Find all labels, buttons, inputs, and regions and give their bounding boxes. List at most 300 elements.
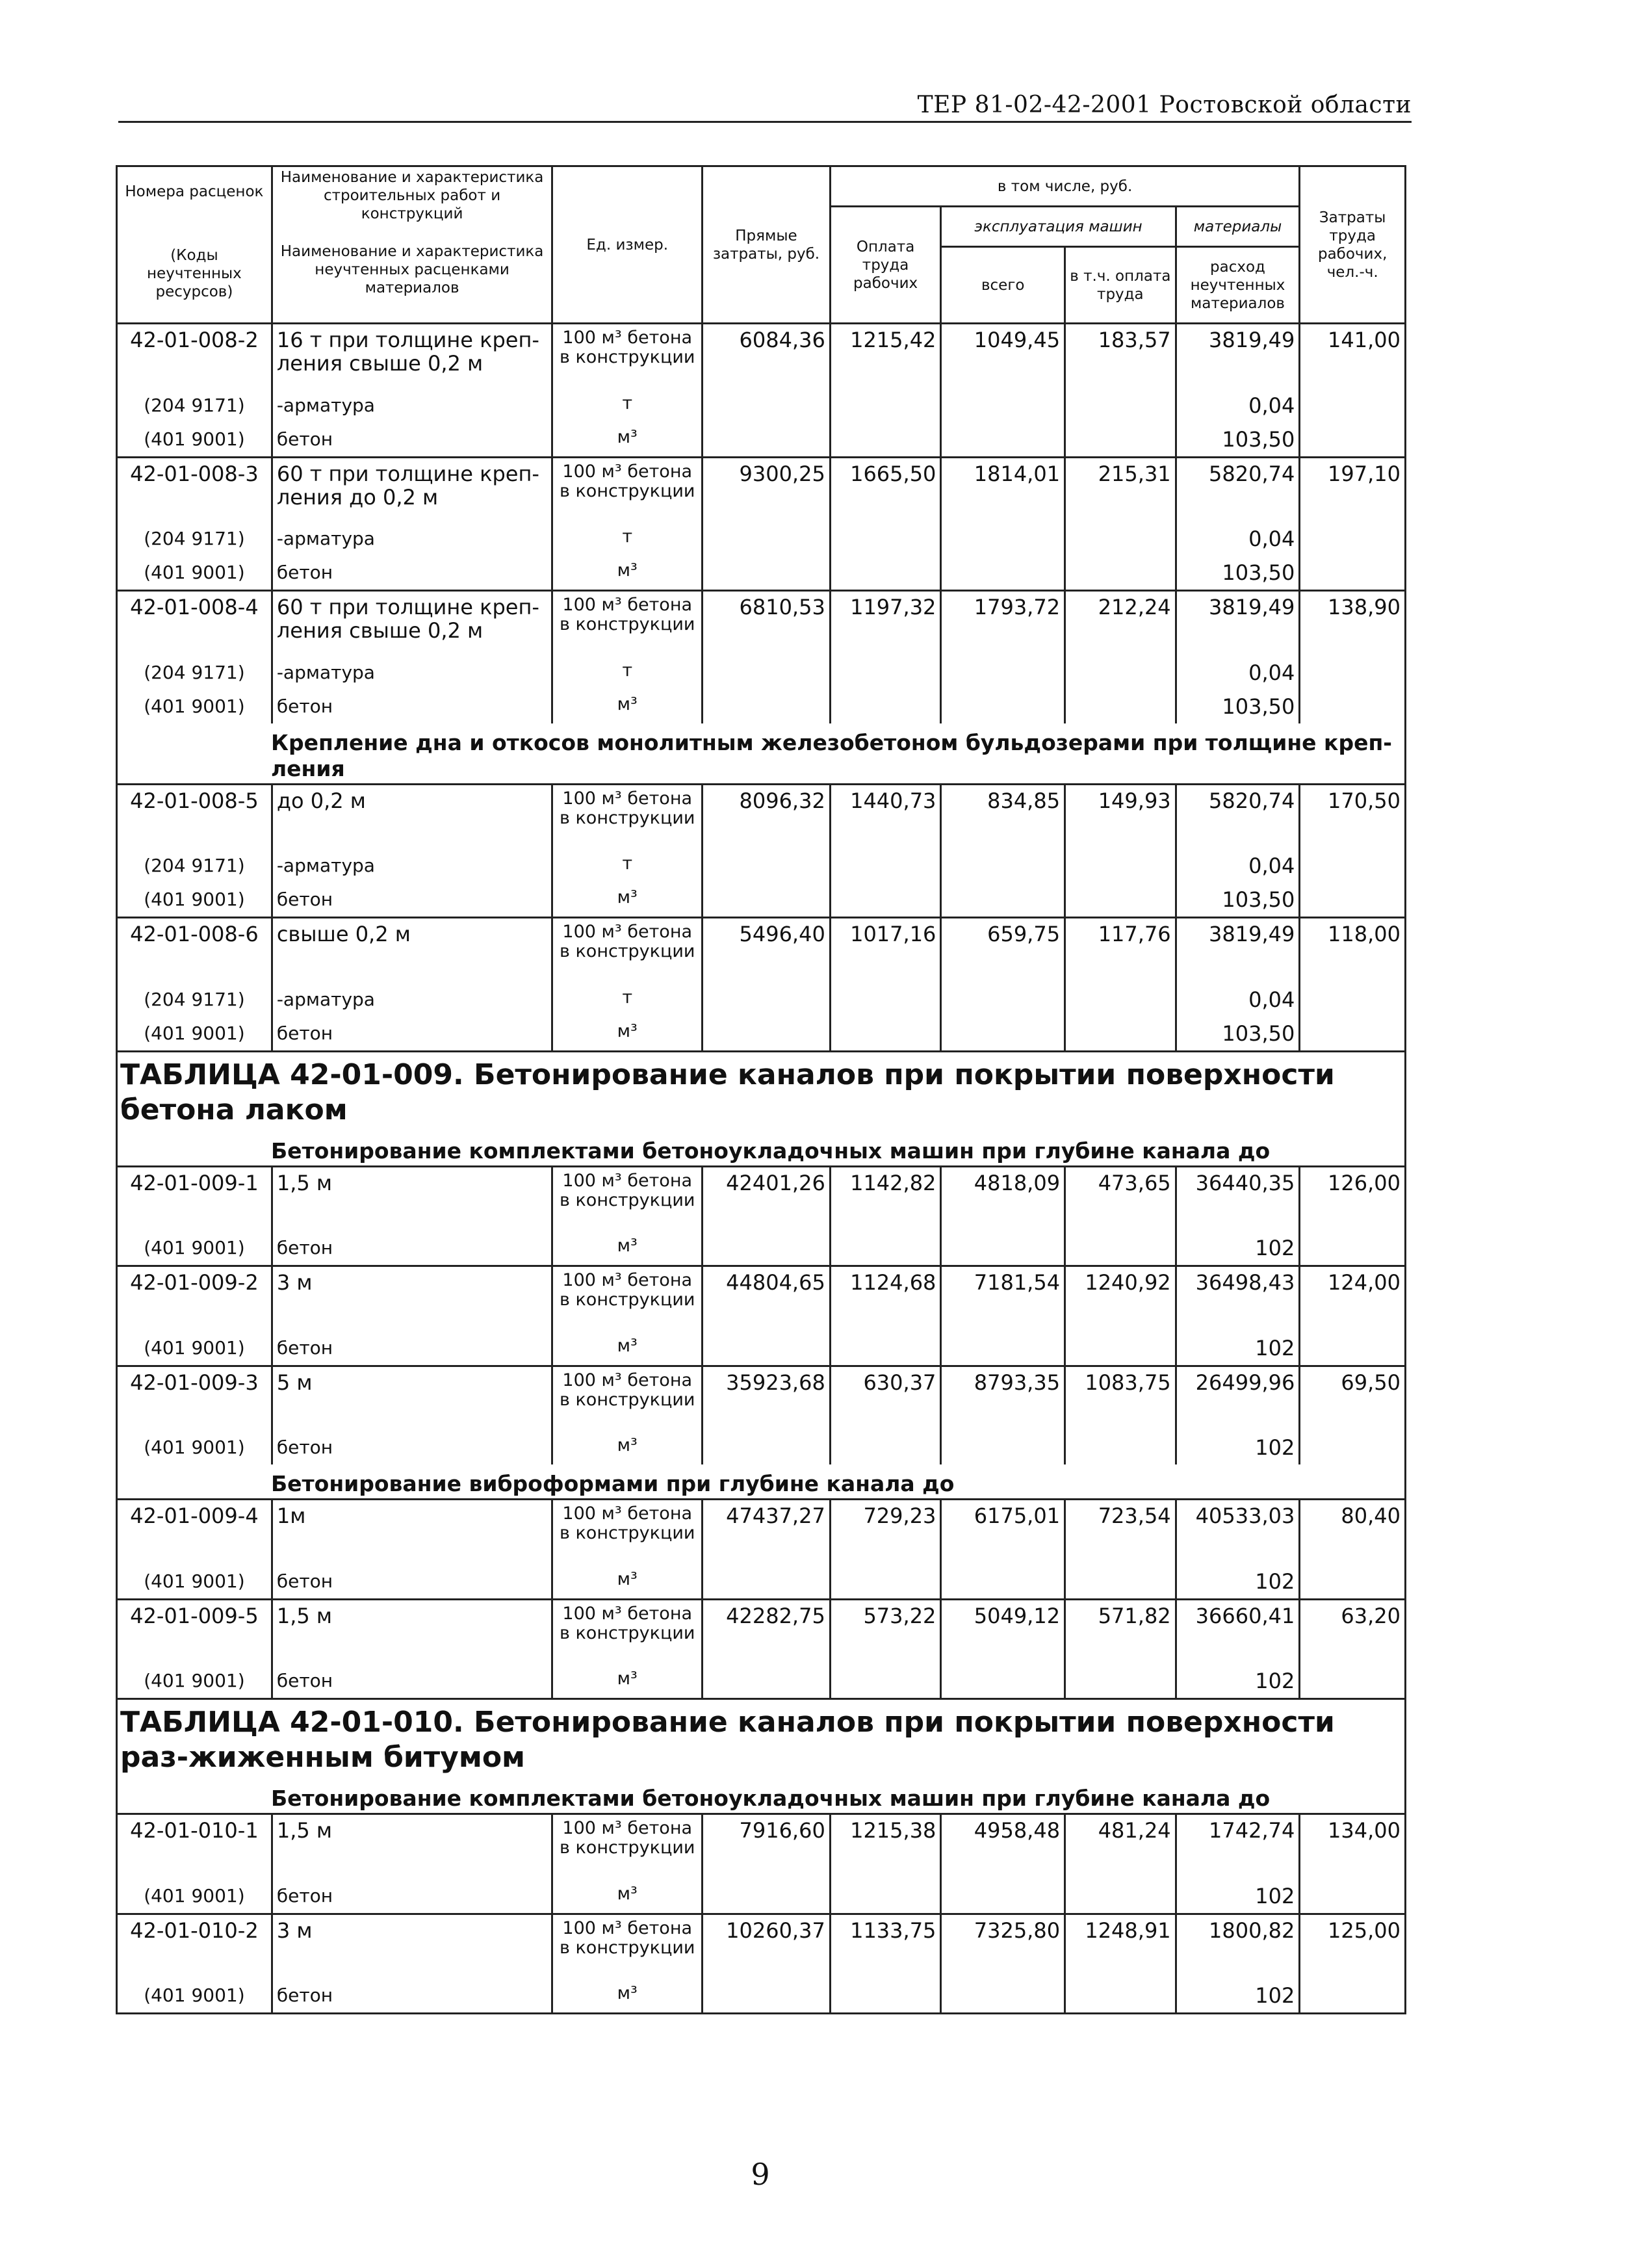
materials-cost: 1742,74 bbox=[1176, 1814, 1300, 1879]
direct-cost: 10260,37 bbox=[703, 1914, 831, 1979]
labor-pay: 1440,73 bbox=[830, 784, 941, 849]
empty-cell bbox=[941, 656, 1065, 690]
resource-consumption: 103,50 bbox=[1176, 690, 1300, 723]
empty-cell bbox=[703, 423, 831, 458]
resource-consumption: 102 bbox=[1176, 1664, 1300, 1699]
resource-unit: м³ bbox=[552, 1879, 703, 1914]
resource-code: (204 9171) bbox=[117, 389, 272, 423]
rate-unit: 100 м³ бетона в конструкции bbox=[552, 1599, 703, 1664]
direct-cost: 6810,53 bbox=[703, 591, 831, 656]
resource-unit: м³ bbox=[552, 1565, 703, 1600]
empty-cell bbox=[1065, 690, 1176, 723]
rate-unit: 100 м³ бетона в конструкции bbox=[552, 324, 703, 389]
resource-name: бетон bbox=[272, 1664, 552, 1699]
resource-code: (401 9001) bbox=[117, 556, 272, 591]
col-incl-header: в том числе, руб. bbox=[830, 166, 1300, 207]
rate-unit: 100 м³ бетона в конструкции bbox=[552, 457, 703, 522]
resource-unit: м³ bbox=[552, 690, 703, 723]
col-mat-unacc-header: расход неучтенных материалов bbox=[1176, 247, 1300, 324]
resource-name: -арматура bbox=[272, 389, 552, 423]
machines-labor-pay: 1248,91 bbox=[1065, 1914, 1176, 1979]
empty-cell bbox=[941, 1431, 1065, 1464]
rate-name: 60 т при толщине креп-ления до 0,2 м bbox=[272, 457, 552, 522]
rate-code: 42-01-008-2 bbox=[117, 324, 272, 389]
resource-consumption: 0,04 bbox=[1176, 983, 1300, 1017]
col-labor-header: Затраты труда рабочих, чел.-ч. bbox=[1300, 166, 1406, 324]
machines-labor-pay: 1083,75 bbox=[1065, 1366, 1176, 1431]
labor-pay: 1017,16 bbox=[830, 918, 941, 983]
empty-cell bbox=[1065, 1879, 1176, 1914]
resource-name: бетон bbox=[272, 883, 552, 918]
empty-cell bbox=[830, 1331, 941, 1366]
empty-cell bbox=[1300, 556, 1406, 591]
resource-row bbox=[117, 522, 1406, 556]
machines-labor-pay: 723,54 bbox=[1065, 1500, 1176, 1565]
resource-name: -арматура bbox=[272, 983, 552, 1017]
table-body bbox=[117, 324, 1406, 2014]
empty-cell bbox=[1065, 1431, 1176, 1464]
machines-total: 1049,45 bbox=[941, 324, 1065, 389]
resource-name: -арматура bbox=[272, 656, 552, 690]
resource-consumption: 0,04 bbox=[1176, 849, 1300, 883]
table-section-title bbox=[117, 1699, 1406, 1780]
resource-unit: м³ bbox=[552, 1431, 703, 1464]
direct-cost: 7916,60 bbox=[703, 1814, 831, 1879]
rate-row bbox=[117, 1366, 1406, 1431]
empty-cell bbox=[830, 690, 941, 723]
empty-cell bbox=[1300, 1879, 1406, 1914]
empty-cell bbox=[1300, 1431, 1406, 1464]
resource-unit: м³ bbox=[552, 556, 703, 591]
resource-row bbox=[117, 1331, 1406, 1366]
empty-cell bbox=[830, 423, 941, 458]
empty-cell bbox=[703, 389, 831, 423]
table-header bbox=[117, 166, 1406, 324]
empty-cell bbox=[941, 849, 1065, 883]
empty-cell bbox=[703, 1565, 831, 1600]
resource-unit: т bbox=[552, 522, 703, 556]
rate-code: 42-01-009-3 bbox=[117, 1366, 272, 1431]
rate-unit: 100 м³ бетона в конструкции bbox=[552, 1814, 703, 1879]
direct-cost: 6084,36 bbox=[703, 324, 831, 389]
rate-unit: 100 м³ бетона в конструкции bbox=[552, 784, 703, 849]
subsection-row bbox=[117, 1464, 1406, 1500]
machines-labor-pay: 212,24 bbox=[1065, 591, 1176, 656]
resource-consumption: 103,50 bbox=[1176, 883, 1300, 918]
labor-hours: 69,50 bbox=[1300, 1366, 1406, 1431]
col-direct-header: Прямые затраты, руб. bbox=[703, 166, 831, 324]
resource-code: (401 9001) bbox=[117, 1017, 272, 1052]
resource-row bbox=[117, 983, 1406, 1017]
resource-unit: м³ bbox=[552, 1664, 703, 1699]
rate-name: 1м bbox=[272, 1500, 552, 1565]
resource-row bbox=[117, 849, 1406, 883]
empty-cell bbox=[1300, 1664, 1406, 1699]
empty-cell bbox=[830, 522, 941, 556]
subsection-row bbox=[117, 1132, 1406, 1167]
resource-code: (401 9001) bbox=[117, 1231, 272, 1266]
empty-cell bbox=[1300, 983, 1406, 1017]
labor-hours: 134,00 bbox=[1300, 1814, 1406, 1879]
col-name-res-header: Наименование и характеристика неучтенных расценками материалов bbox=[280, 243, 544, 296]
resource-unit: м³ bbox=[552, 1017, 703, 1052]
empty-cell bbox=[830, 1431, 941, 1464]
empty-cell bbox=[830, 1979, 941, 2014]
machines-total: 4958,48 bbox=[941, 1814, 1065, 1879]
labor-hours: 63,20 bbox=[1300, 1599, 1406, 1664]
rate-code: 42-01-009-1 bbox=[117, 1166, 272, 1231]
empty-cell bbox=[1065, 849, 1176, 883]
resource-name: бетон bbox=[272, 1331, 552, 1366]
materials-cost: 3819,49 bbox=[1176, 324, 1300, 389]
empty-cell bbox=[941, 1664, 1065, 1699]
resource-code: (401 9001) bbox=[117, 1879, 272, 1914]
rate-name: свыше 0,2 м bbox=[272, 918, 552, 983]
empty-cell bbox=[941, 1565, 1065, 1600]
empty-cell bbox=[941, 1231, 1065, 1266]
resource-unit: т bbox=[552, 389, 703, 423]
col-unit-header: Ед. измер. bbox=[552, 166, 703, 324]
rate-code: 42-01-009-5 bbox=[117, 1599, 272, 1664]
empty-cell bbox=[941, 1979, 1065, 2014]
resource-name: бетон bbox=[272, 1979, 552, 2014]
col-mach-total-header: всего bbox=[941, 247, 1065, 324]
materials-cost: 3819,49 bbox=[1176, 918, 1300, 983]
empty-cell bbox=[703, 983, 831, 1017]
rate-code: 42-01-008-3 bbox=[117, 457, 272, 522]
rate-name: 1,5 м bbox=[272, 1599, 552, 1664]
col-pay-header: Оплата труда рабочих bbox=[830, 207, 941, 324]
machines-labor-pay: 117,76 bbox=[1065, 918, 1176, 983]
materials-cost: 40533,03 bbox=[1176, 1500, 1300, 1565]
empty-cell bbox=[1065, 556, 1176, 591]
machines-total: 1793,72 bbox=[941, 591, 1065, 656]
rate-row bbox=[117, 1166, 1406, 1231]
resource-consumption: 102 bbox=[1176, 1979, 1300, 2014]
document-title: ТЕР 81-02-42-2001 Ростовской области bbox=[917, 92, 1412, 118]
rate-code: 42-01-008-5 bbox=[117, 784, 272, 849]
empty-cell bbox=[703, 1979, 831, 2014]
empty-cell bbox=[1300, 849, 1406, 883]
rate-name: 3 м bbox=[272, 1914, 552, 1979]
resource-consumption: 103,50 bbox=[1176, 1017, 1300, 1052]
empty-cell bbox=[941, 423, 1065, 458]
resource-name: бетон bbox=[272, 1879, 552, 1914]
rate-row bbox=[117, 1599, 1406, 1664]
page-header bbox=[118, 90, 1412, 123]
subsection-title: Бетонирование виброформами при глубине канала до bbox=[117, 1464, 1406, 1500]
subsection-title: Бетонирование комплектами бетоноукладочных машин при глубине канала до bbox=[117, 1132, 1406, 1167]
resource-name: бетон bbox=[272, 690, 552, 723]
empty-cell bbox=[1300, 389, 1406, 423]
labor-hours: 126,00 bbox=[1300, 1166, 1406, 1231]
empty-cell bbox=[1300, 690, 1406, 723]
empty-cell bbox=[830, 1231, 941, 1266]
resource-consumption: 0,04 bbox=[1176, 656, 1300, 690]
machines-total: 7325,80 bbox=[941, 1914, 1065, 1979]
resource-code: (204 9171) bbox=[117, 983, 272, 1017]
empty-cell bbox=[1300, 1017, 1406, 1052]
rate-name: 3 м bbox=[272, 1266, 552, 1331]
direct-cost: 9300,25 bbox=[703, 457, 831, 522]
rate-row bbox=[117, 457, 1406, 522]
labor-hours: 125,00 bbox=[1300, 1914, 1406, 1979]
col-code-header: Номера расценок bbox=[125, 183, 264, 200]
direct-cost: 47437,27 bbox=[703, 1500, 831, 1565]
resource-code: (401 9001) bbox=[117, 1565, 272, 1600]
resource-code: (401 9001) bbox=[117, 1979, 272, 2014]
resource-code: (204 9171) bbox=[117, 656, 272, 690]
empty-cell bbox=[830, 1565, 941, 1600]
materials-cost: 36660,41 bbox=[1176, 1599, 1300, 1664]
empty-cell bbox=[830, 983, 941, 1017]
resource-name: бетон bbox=[272, 556, 552, 591]
resource-consumption: 102 bbox=[1176, 1879, 1300, 1914]
empty-cell bbox=[1065, 389, 1176, 423]
labor-pay: 729,23 bbox=[830, 1500, 941, 1565]
labor-pay: 1665,50 bbox=[830, 457, 941, 522]
machines-labor-pay: 1240,92 bbox=[1065, 1266, 1176, 1331]
materials-cost: 5820,74 bbox=[1176, 457, 1300, 522]
empty-cell bbox=[703, 1664, 831, 1699]
table-section-title bbox=[117, 1051, 1406, 1132]
resource-code: (401 9001) bbox=[117, 1431, 272, 1464]
machines-total: 5049,12 bbox=[941, 1599, 1065, 1664]
resource-unit: м³ bbox=[552, 1231, 703, 1266]
direct-cost: 8096,32 bbox=[703, 784, 831, 849]
rate-unit: 100 м³ бетона в конструкции bbox=[552, 1500, 703, 1565]
resource-code: (401 9001) bbox=[117, 1664, 272, 1699]
section-title: ТАБЛИЦА 42-01-010. Бетонирование каналов при покрытии поверхности раз-жиженным битумом bbox=[117, 1699, 1406, 1780]
resource-unit: м³ bbox=[552, 1331, 703, 1366]
empty-cell bbox=[941, 556, 1065, 591]
resource-row bbox=[117, 1879, 1406, 1914]
labor-hours: 80,40 bbox=[1300, 1500, 1406, 1565]
empty-cell bbox=[703, 1431, 831, 1464]
labor-hours: 197,10 bbox=[1300, 457, 1406, 522]
materials-cost: 5820,74 bbox=[1176, 784, 1300, 849]
rate-name: 60 т при толщине креп-ления свыше 0,2 м bbox=[272, 591, 552, 656]
resource-name: бетон bbox=[272, 423, 552, 458]
resource-row bbox=[117, 1431, 1406, 1464]
empty-cell bbox=[1300, 883, 1406, 918]
empty-cell bbox=[1300, 656, 1406, 690]
resource-unit: м³ bbox=[552, 1979, 703, 2014]
empty-cell bbox=[1065, 1017, 1176, 1052]
resource-row bbox=[117, 556, 1406, 591]
empty-cell bbox=[703, 1331, 831, 1366]
rate-name: 1,5 м bbox=[272, 1166, 552, 1231]
resource-consumption: 102 bbox=[1176, 1231, 1300, 1266]
rate-row bbox=[117, 918, 1406, 983]
col-materials-header: материалы bbox=[1176, 207, 1300, 247]
resource-row bbox=[117, 1231, 1406, 1266]
machines-labor-pay: 481,24 bbox=[1065, 1814, 1176, 1879]
rate-name: 16 т при толщине креп-ления свыше 0,2 м bbox=[272, 324, 552, 389]
page-number: 9 bbox=[751, 2157, 770, 2192]
empty-cell bbox=[1300, 423, 1406, 458]
resource-code: (204 9171) bbox=[117, 522, 272, 556]
resource-code: (401 9001) bbox=[117, 690, 272, 723]
direct-cost: 44804,65 bbox=[703, 1266, 831, 1331]
machines-total: 1814,01 bbox=[941, 457, 1065, 522]
rate-row bbox=[117, 591, 1406, 656]
resource-unit: т bbox=[552, 983, 703, 1017]
rate-code: 42-01-008-6 bbox=[117, 918, 272, 983]
col-code-res-header: (Коды неучтенных ресурсов) bbox=[147, 247, 242, 300]
machines-total: 4818,09 bbox=[941, 1166, 1065, 1231]
labor-pay: 1215,42 bbox=[830, 324, 941, 389]
materials-cost: 36498,43 bbox=[1176, 1266, 1300, 1331]
resource-consumption: 102 bbox=[1176, 1331, 1300, 1366]
empty-cell bbox=[703, 522, 831, 556]
subsection-row bbox=[117, 723, 1406, 785]
rate-code: 42-01-009-4 bbox=[117, 1500, 272, 1565]
resource-name: -арматура bbox=[272, 849, 552, 883]
resource-row bbox=[117, 1565, 1406, 1600]
direct-cost: 42401,26 bbox=[703, 1166, 831, 1231]
rate-row bbox=[117, 784, 1406, 849]
resource-consumption: 0,04 bbox=[1176, 389, 1300, 423]
empty-cell bbox=[830, 556, 941, 591]
materials-cost: 3819,49 bbox=[1176, 591, 1300, 656]
empty-cell bbox=[703, 1017, 831, 1052]
resource-code: (401 9001) bbox=[117, 1331, 272, 1366]
resource-name: бетон bbox=[272, 1017, 552, 1052]
machines-total: 7181,54 bbox=[941, 1266, 1065, 1331]
labor-pay: 573,22 bbox=[830, 1599, 941, 1664]
machines-labor-pay: 215,31 bbox=[1065, 457, 1176, 522]
labor-hours: 124,00 bbox=[1300, 1266, 1406, 1331]
empty-cell bbox=[830, 1879, 941, 1914]
empty-cell bbox=[830, 849, 941, 883]
materials-cost: 1800,82 bbox=[1176, 1914, 1300, 1979]
rate-unit: 100 м³ бетона в конструкции bbox=[552, 1166, 703, 1231]
empty-cell bbox=[941, 1017, 1065, 1052]
empty-cell bbox=[830, 1017, 941, 1052]
resource-unit: т bbox=[552, 849, 703, 883]
empty-cell bbox=[941, 983, 1065, 1017]
direct-cost: 5496,40 bbox=[703, 918, 831, 983]
rate-row bbox=[117, 324, 1406, 389]
empty-cell bbox=[941, 1331, 1065, 1366]
col-machines-header: эксплуатация машин bbox=[941, 207, 1176, 247]
machines-total: 8793,35 bbox=[941, 1366, 1065, 1431]
empty-cell bbox=[1065, 522, 1176, 556]
labor-pay: 1142,82 bbox=[830, 1166, 941, 1231]
empty-cell bbox=[941, 690, 1065, 723]
subsection-title: Бетонирование комплектами бетоноукладочных машин при глубине канала до bbox=[117, 1779, 1406, 1814]
empty-cell bbox=[1065, 983, 1176, 1017]
rate-code: 42-01-010-1 bbox=[117, 1814, 272, 1879]
empty-cell bbox=[1065, 1979, 1176, 2014]
rate-unit: 100 м³ бетона в конструкции bbox=[552, 918, 703, 983]
resource-row bbox=[117, 656, 1406, 690]
resource-row bbox=[117, 1017, 1406, 1052]
resource-row bbox=[117, 1664, 1406, 1699]
resource-row bbox=[117, 1979, 1406, 2014]
subsection-title: Крепление дна и откосов монолитным железобетоном бульдозерами при толщине креп-ления bbox=[117, 723, 1406, 785]
labor-hours: 141,00 bbox=[1300, 324, 1406, 389]
empty-cell bbox=[703, 1231, 831, 1266]
resource-code: (401 9001) bbox=[117, 423, 272, 458]
empty-cell bbox=[941, 883, 1065, 918]
resource-row bbox=[117, 423, 1406, 458]
resource-row bbox=[117, 389, 1406, 423]
resource-name: бетон bbox=[272, 1565, 552, 1600]
labor-hours: 118,00 bbox=[1300, 918, 1406, 983]
resource-unit: м³ bbox=[552, 883, 703, 918]
resource-consumption: 103,50 bbox=[1176, 423, 1300, 458]
empty-cell bbox=[830, 1664, 941, 1699]
labor-pay: 1197,32 bbox=[830, 591, 941, 656]
resource-name: -арматура bbox=[272, 522, 552, 556]
rate-code: 42-01-008-4 bbox=[117, 591, 272, 656]
empty-cell bbox=[1300, 1331, 1406, 1366]
empty-cell bbox=[1065, 883, 1176, 918]
subsection-row bbox=[117, 1779, 1406, 1814]
rate-row bbox=[117, 1814, 1406, 1879]
rate-name: 5 м bbox=[272, 1366, 552, 1431]
labor-hours: 170,50 bbox=[1300, 784, 1406, 849]
empty-cell bbox=[1300, 1231, 1406, 1266]
labor-pay: 1124,68 bbox=[830, 1266, 941, 1331]
materials-cost: 36440,35 bbox=[1176, 1166, 1300, 1231]
empty-cell bbox=[1065, 1664, 1176, 1699]
empty-cell bbox=[941, 1879, 1065, 1914]
direct-cost: 35923,68 bbox=[703, 1366, 831, 1431]
resource-consumption: 103,50 bbox=[1176, 556, 1300, 591]
rate-name: до 0,2 м bbox=[272, 784, 552, 849]
resource-consumption: 0,04 bbox=[1176, 522, 1300, 556]
empty-cell bbox=[941, 522, 1065, 556]
empty-cell bbox=[830, 656, 941, 690]
rates-table bbox=[116, 165, 1406, 2014]
resource-row bbox=[117, 883, 1406, 918]
machines-labor-pay: 473,65 bbox=[1065, 1166, 1176, 1231]
empty-cell bbox=[1065, 423, 1176, 458]
labor-pay: 1215,38 bbox=[830, 1814, 941, 1879]
empty-cell bbox=[1065, 1331, 1176, 1366]
empty-cell bbox=[703, 556, 831, 591]
machines-total: 6175,01 bbox=[941, 1500, 1065, 1565]
resource-unit: т bbox=[552, 656, 703, 690]
section-title: ТАБЛИЦА 42-01-009. Бетонирование каналов при покрытии поверхности бетона лаком bbox=[117, 1051, 1406, 1132]
rate-code: 42-01-009-2 bbox=[117, 1266, 272, 1331]
empty-cell bbox=[703, 690, 831, 723]
machines-labor-pay: 183,57 bbox=[1065, 324, 1176, 389]
col-name-header: Наименование и характеристика строительных работ и конструкций bbox=[280, 169, 544, 222]
rate-row bbox=[117, 1500, 1406, 1565]
rate-unit: 100 м³ бетона в конструкции bbox=[552, 1366, 703, 1431]
rate-row bbox=[117, 1914, 1406, 1979]
machines-total: 834,85 bbox=[941, 784, 1065, 849]
col-mach-pay-header: в т.ч. оплата труда bbox=[1065, 247, 1176, 324]
resource-row bbox=[117, 690, 1406, 723]
empty-cell bbox=[1300, 1979, 1406, 2014]
empty-cell bbox=[830, 883, 941, 918]
direct-cost: 42282,75 bbox=[703, 1599, 831, 1664]
materials-cost: 26499,96 bbox=[1176, 1366, 1300, 1431]
empty-cell bbox=[1065, 656, 1176, 690]
resource-consumption: 102 bbox=[1176, 1431, 1300, 1464]
labor-hours: 138,90 bbox=[1300, 591, 1406, 656]
machines-total: 659,75 bbox=[941, 918, 1065, 983]
resource-code: (401 9001) bbox=[117, 883, 272, 918]
resource-consumption: 102 bbox=[1176, 1565, 1300, 1600]
labor-pay: 630,37 bbox=[830, 1366, 941, 1431]
rate-name: 1,5 м bbox=[272, 1814, 552, 1879]
